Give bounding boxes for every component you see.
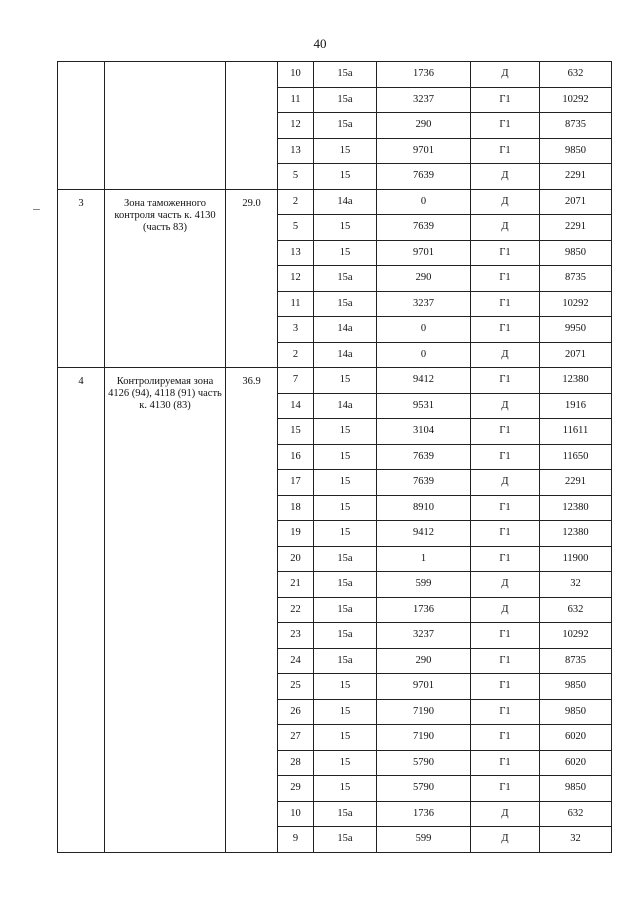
- type-cell: Г1: [471, 317, 540, 343]
- zone-name-cell: Контролируемая зона 4126 (94), 4118 (91) часть к. 4130 (83): [105, 368, 226, 853]
- distance-cell: 1736: [377, 801, 471, 827]
- margin-mark: [33, 209, 40, 210]
- distance-cell: 290: [377, 648, 471, 674]
- type-cell: Д: [471, 801, 540, 827]
- floor-cell: 15а: [314, 623, 377, 649]
- result-cell: 32: [540, 827, 612, 853]
- point-cell: 7: [278, 368, 314, 394]
- zone-value-cell: 36.9: [226, 368, 278, 853]
- distance-cell: 9412: [377, 521, 471, 547]
- point-cell: 12: [278, 113, 314, 139]
- result-cell: 1916: [540, 393, 612, 419]
- floor-cell: 15: [314, 776, 377, 802]
- type-cell: Г1: [471, 648, 540, 674]
- floor-cell: 15: [314, 750, 377, 776]
- result-cell: 12380: [540, 368, 612, 394]
- result-cell: 632: [540, 597, 612, 623]
- type-cell: Г1: [471, 521, 540, 547]
- result-cell: 2291: [540, 164, 612, 190]
- point-cell: 2: [278, 342, 314, 368]
- type-cell: Г1: [471, 674, 540, 700]
- floor-cell: 15: [314, 419, 377, 445]
- point-cell: 24: [278, 648, 314, 674]
- zone-value-cell: 29.0: [226, 189, 278, 368]
- result-cell: 11900: [540, 546, 612, 572]
- result-cell: 12380: [540, 495, 612, 521]
- zone-number-cell: 4: [58, 368, 105, 853]
- floor-cell: 15: [314, 215, 377, 241]
- result-cell: 32: [540, 572, 612, 598]
- distance-cell: 9701: [377, 674, 471, 700]
- result-cell: 6020: [540, 750, 612, 776]
- point-cell: 29: [278, 776, 314, 802]
- data-table: [57, 61, 612, 853]
- table-row: [58, 62, 612, 88]
- result-cell: 10292: [540, 291, 612, 317]
- point-cell: 21: [278, 572, 314, 598]
- type-cell: Г1: [471, 368, 540, 394]
- result-cell: 8735: [540, 113, 612, 139]
- type-cell: Г1: [471, 419, 540, 445]
- type-cell: Г1: [471, 546, 540, 572]
- point-cell: 23: [278, 623, 314, 649]
- point-cell: 16: [278, 444, 314, 470]
- point-cell: 26: [278, 699, 314, 725]
- distance-cell: 7639: [377, 470, 471, 496]
- distance-cell: 1: [377, 546, 471, 572]
- type-cell: Д: [471, 342, 540, 368]
- floor-cell: 15а: [314, 648, 377, 674]
- distance-cell: 3237: [377, 623, 471, 649]
- point-cell: 3: [278, 317, 314, 343]
- zone-value-cell: [226, 62, 278, 190]
- floor-cell: 15а: [314, 113, 377, 139]
- floor-cell: 15: [314, 368, 377, 394]
- type-cell: Г1: [471, 113, 540, 139]
- point-cell: 17: [278, 470, 314, 496]
- point-cell: 10: [278, 801, 314, 827]
- result-cell: 9850: [540, 699, 612, 725]
- result-cell: 6020: [540, 725, 612, 751]
- type-cell: Г1: [471, 750, 540, 776]
- point-cell: 11: [278, 87, 314, 113]
- distance-cell: 3104: [377, 419, 471, 445]
- distance-cell: 599: [377, 827, 471, 853]
- distance-cell: 290: [377, 266, 471, 292]
- floor-cell: 15: [314, 699, 377, 725]
- distance-cell: 7190: [377, 699, 471, 725]
- floor-cell: 15а: [314, 87, 377, 113]
- result-cell: 2071: [540, 189, 612, 215]
- floor-cell: 15: [314, 470, 377, 496]
- distance-cell: 7190: [377, 725, 471, 751]
- zone-name-cell: [105, 62, 226, 190]
- type-cell: Д: [471, 827, 540, 853]
- result-cell: 9850: [540, 776, 612, 802]
- page-number: 40: [313, 36, 327, 51]
- floor-cell: 15: [314, 674, 377, 700]
- type-cell: Г1: [471, 495, 540, 521]
- floor-cell: 15а: [314, 62, 377, 88]
- point-cell: 25: [278, 674, 314, 700]
- floor-cell: 15а: [314, 801, 377, 827]
- distance-cell: 1736: [377, 62, 471, 88]
- result-cell: 2071: [540, 342, 612, 368]
- type-cell: Г1: [471, 623, 540, 649]
- distance-cell: 9531: [377, 393, 471, 419]
- result-cell: 9950: [540, 317, 612, 343]
- floor-cell: 15: [314, 495, 377, 521]
- distance-cell: 9412: [377, 368, 471, 394]
- type-cell: Г1: [471, 725, 540, 751]
- point-cell: 13: [278, 240, 314, 266]
- result-cell: 9850: [540, 240, 612, 266]
- floor-cell: 14а: [314, 317, 377, 343]
- floor-cell: 14а: [314, 393, 377, 419]
- floor-cell: 15а: [314, 291, 377, 317]
- distance-cell: 9701: [377, 138, 471, 164]
- distance-cell: 7639: [377, 215, 471, 241]
- point-cell: 20: [278, 546, 314, 572]
- point-cell: 28: [278, 750, 314, 776]
- result-cell: 632: [540, 801, 612, 827]
- distance-cell: 0: [377, 342, 471, 368]
- floor-cell: 15: [314, 444, 377, 470]
- distance-cell: 3237: [377, 87, 471, 113]
- result-cell: 632: [540, 62, 612, 88]
- distance-cell: 1736: [377, 597, 471, 623]
- point-cell: 13: [278, 138, 314, 164]
- type-cell: Д: [471, 189, 540, 215]
- type-cell: Г1: [471, 138, 540, 164]
- result-cell: 12380: [540, 521, 612, 547]
- point-cell: 15: [278, 419, 314, 445]
- type-cell: Д: [471, 164, 540, 190]
- distance-cell: 290: [377, 113, 471, 139]
- point-cell: 18: [278, 495, 314, 521]
- floor-cell: 15: [314, 240, 377, 266]
- distance-cell: 7639: [377, 444, 471, 470]
- point-cell: 12: [278, 266, 314, 292]
- point-cell: 2: [278, 189, 314, 215]
- result-cell: 8735: [540, 266, 612, 292]
- zone-number-cell: [58, 62, 105, 190]
- type-cell: Г1: [471, 699, 540, 725]
- result-cell: 10292: [540, 87, 612, 113]
- type-cell: Г1: [471, 291, 540, 317]
- floor-cell: 15а: [314, 597, 377, 623]
- point-cell: 10: [278, 62, 314, 88]
- point-cell: 5: [278, 164, 314, 190]
- type-cell: Д: [471, 62, 540, 88]
- type-cell: Д: [471, 597, 540, 623]
- table-row: [58, 368, 612, 394]
- distance-cell: 599: [377, 572, 471, 598]
- distance-cell: 7639: [377, 164, 471, 190]
- distance-cell: 8910: [377, 495, 471, 521]
- floor-cell: 15: [314, 164, 377, 190]
- point-cell: 9: [278, 827, 314, 853]
- type-cell: Г1: [471, 776, 540, 802]
- floor-cell: 15а: [314, 827, 377, 853]
- result-cell: 11650: [540, 444, 612, 470]
- floor-cell: 15а: [314, 266, 377, 292]
- type-cell: Д: [471, 215, 540, 241]
- type-cell: Г1: [471, 87, 540, 113]
- type-cell: Г1: [471, 444, 540, 470]
- result-cell: 9850: [540, 138, 612, 164]
- point-cell: 19: [278, 521, 314, 547]
- point-cell: 22: [278, 597, 314, 623]
- zone-name-cell: Зона таможенного контроля часть к. 4130 (часть 83): [105, 189, 226, 368]
- type-cell: Д: [471, 393, 540, 419]
- floor-cell: 15а: [314, 546, 377, 572]
- result-cell: 9850: [540, 674, 612, 700]
- distance-cell: 3237: [377, 291, 471, 317]
- point-cell: 5: [278, 215, 314, 241]
- table-body: [58, 62, 612, 853]
- type-cell: Г1: [471, 240, 540, 266]
- floor-cell: 15: [314, 521, 377, 547]
- distance-cell: 9701: [377, 240, 471, 266]
- result-cell: 2291: [540, 215, 612, 241]
- distance-cell: 5790: [377, 750, 471, 776]
- result-cell: 8735: [540, 648, 612, 674]
- result-cell: 2291: [540, 470, 612, 496]
- result-cell: 11611: [540, 419, 612, 445]
- type-cell: Д: [471, 572, 540, 598]
- type-cell: Г1: [471, 266, 540, 292]
- floor-cell: 14а: [314, 342, 377, 368]
- point-cell: 14: [278, 393, 314, 419]
- floor-cell: 14а: [314, 189, 377, 215]
- table-row: [58, 189, 612, 215]
- type-cell: Д: [471, 470, 540, 496]
- distance-cell: 5790: [377, 776, 471, 802]
- floor-cell: 15: [314, 725, 377, 751]
- point-cell: 11: [278, 291, 314, 317]
- floor-cell: 15а: [314, 572, 377, 598]
- distance-cell: 0: [377, 189, 471, 215]
- result-cell: 10292: [540, 623, 612, 649]
- zone-number-cell: 3: [58, 189, 105, 368]
- distance-cell: 0: [377, 317, 471, 343]
- floor-cell: 15: [314, 138, 377, 164]
- point-cell: 27: [278, 725, 314, 751]
